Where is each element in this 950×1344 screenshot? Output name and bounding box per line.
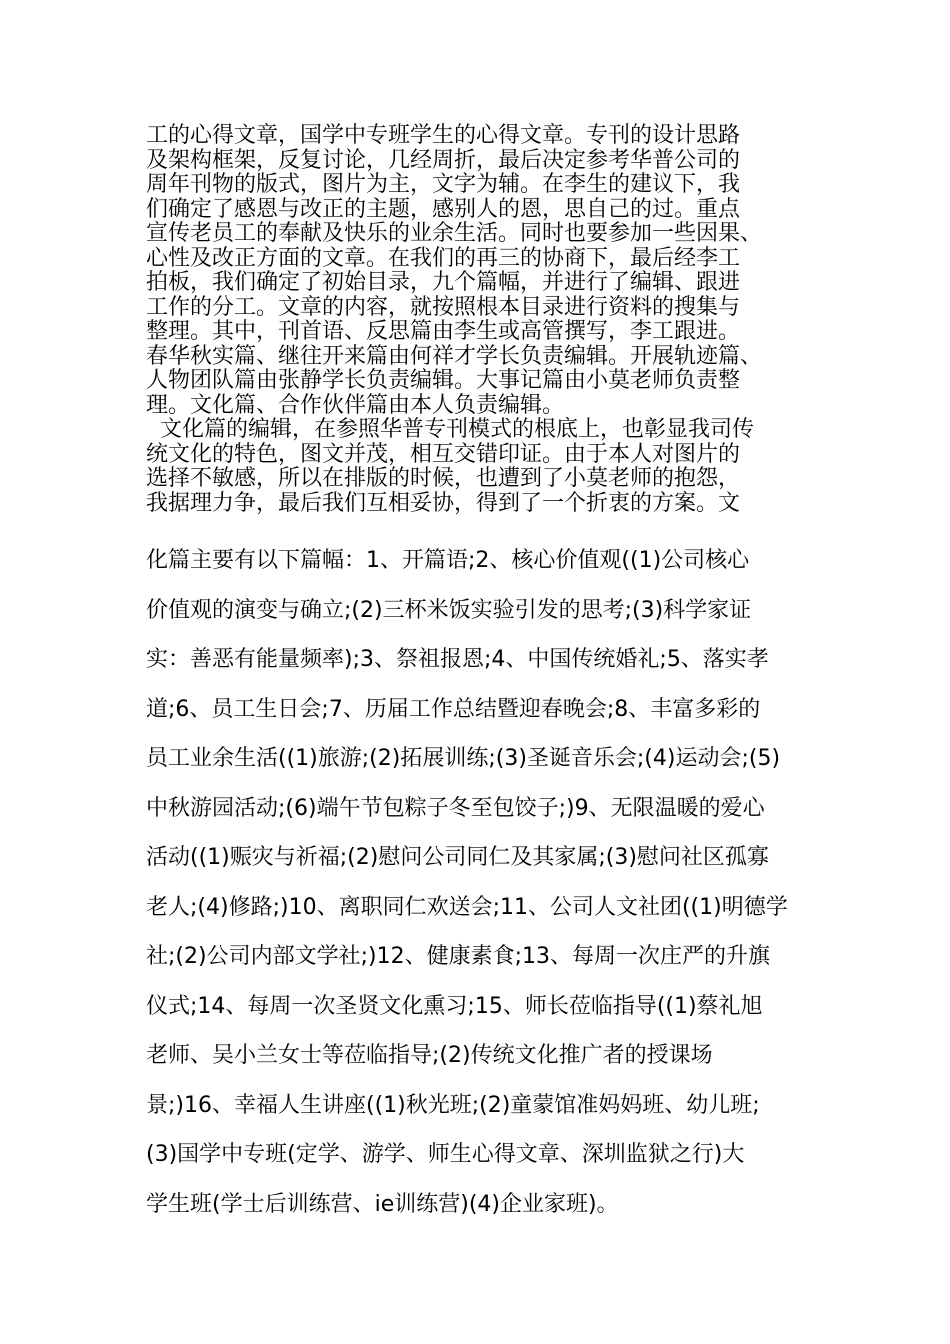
text-line: 工作的分工。文章的内容，就按照根本目录进行资料的搜集与 [146,294,741,320]
text-line: 价值观的演变与确立;(2)三杯米饭实验引发的思考;(3)科学家证 [146,597,752,623]
text-line: 社;(2)公司内部文学社;)12、健康素食;13、每周一次庄严的升旗 [146,944,770,969]
text-line: 宣传老员工的奉献及快乐的业余生活。同时也要参加一些因果、 [146,221,763,246]
text-line: 春华秋实篇、继往开来篇由何祥才学长负责编辑。开展轨迹篇、 [146,343,763,369]
text-line: 人物团队篇由张静学长负责编辑。大事记篇由小莫老师负责整 [146,368,741,393]
text-line: 及架构框架，反复讨论，几经周折，最后决定参考华普公司的 [146,147,741,173]
text-line: 周年刊物的版式，图片为主，文字为辅。在李生的建议下，我 [146,172,741,197]
text-line: 心性及改正方面的文章。在我们的再三的协商下，最后经李工 [146,245,741,271]
text-line: 中秋游园活动;(6)端午节包粽子冬至包饺子;)9、无限温暖的爱心 [146,795,765,821]
text-line: 工的心得文章，国学中专班学生的心得文章。专刊的设计思路 [146,123,741,148]
text-line: 员工业余生活((1)旅游;(2)拓展训练;(3)圣诞音乐会;(4)运动会;(5) [146,746,781,771]
text-line: (3)国学中专班(定学、游学、师生心得文章、深圳监狱之行)大 [146,1142,745,1167]
text-line: 整理。其中，刊首语、反思篇由李生或高管撰写，李工跟进。 [146,319,741,344]
text-line: 拍板，我们确定了初始目录，九个篇幅，并进行了编辑、跟进 [146,270,741,295]
text-line: 老师、吴小兰女士等莅临指导;(2)传统文化推广者的授课场 [146,1043,713,1068]
dense-paragraph-block [146,124,806,516]
text-line: 们确定了感恩与改正的主题，感别人的恩，思自己的过。重点 [146,196,741,222]
text-line: 理。文化篇、合作伙伴篇由本人负责编辑。 [146,392,565,418]
text-line: 我据理力争，最后我们互相妥协，得到了一个折衷的方案。文 [146,490,741,516]
text-line: 景;)16、幸福人生讲座((1)秋光班;(2)童蒙馆准妈妈班、幼儿班; [146,1092,760,1118]
text-line: 统文化的特色，图文并茂，相互交错印证。由于本人对图片的 [146,441,741,467]
text-line: 学生班(学士后训练营、ie训练营)(4)企业家班)。 [146,1191,619,1217]
text-line: 道;6、员工生日会;7、历届工作总结暨迎春晚会;8、丰富多彩的 [146,696,761,722]
text-line: 仪式;14、每周一次圣贤文化熏习;15、师长莅临指导((1)蔡礼旭 [146,993,763,1019]
text-line: 文化篇的编辑，在参照华普专刊模式的根底上，也彰显我司传 [146,417,754,442]
text-line: 老人;(4)修路;)10、离职同仁欢送会;11、公司人文社团((1)明德学 [146,894,788,920]
text-line: 化篇主要有以下篇幅：1、开篇语;2、核心价值观((1)公司核心 [146,548,750,573]
text-line: 活动((1)赈灾与祈福;(2)慰问公司同仁及其家属;(3)慰问社区孤寡 [146,845,769,870]
loose-paragraph-block [146,536,816,1229]
text-line: 实：善恶有能量频率);3、祭祖报恩;4、中国传统婚礼;5、落实孝 [146,647,769,672]
text-line: 选择不敏感，所以在排版的时候，也遭到了小莫老师的抱怨， [146,466,741,491]
